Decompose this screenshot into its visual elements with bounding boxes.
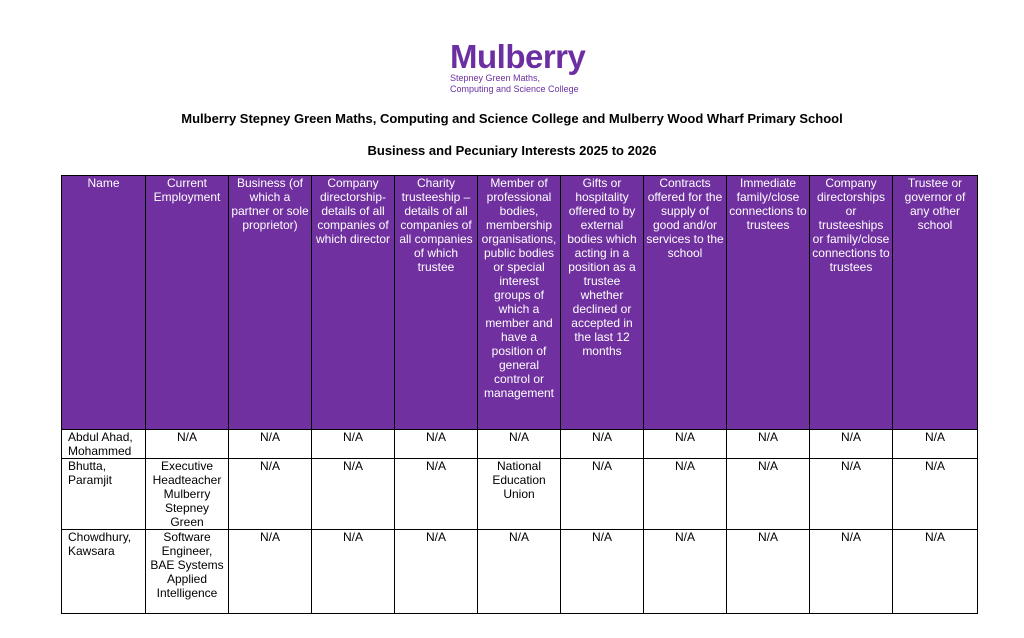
header-gifts-hospitality: Gifts or hospitality offered to by external bodies which acting in a position as a trustee whether declined or accepted in the last 12 months (561, 176, 644, 430)
table-cell: N/A (395, 530, 478, 614)
header-company-directorship: Company directorship- details of all companies of which director (312, 176, 395, 430)
table-cell: N/A (644, 530, 727, 614)
table-cell: N/A (561, 430, 644, 459)
cell-name: Bhutta, Paramjit (62, 459, 146, 530)
table-cell: N/A (727, 530, 810, 614)
header-member-of-bodies: Member of professional bodies, membership organisations, public bodies or special interest groups of which a member and have a position of general control or management (478, 176, 561, 430)
table-cell: N/A (810, 430, 893, 459)
table-cell: N/A (810, 530, 893, 614)
cell-name: Abdul Ahad, Mohammed (62, 430, 146, 459)
table-cell: Software Engineer, BAE Systems Applied Intelligence (146, 530, 229, 614)
logo-subtitle-line1: Stepney Green Maths, (450, 73, 541, 83)
header-name: Name (62, 176, 146, 430)
table-cell: N/A (312, 430, 395, 459)
header-current-employment: Current Employment (146, 176, 229, 430)
interests-table (61, 175, 978, 614)
table-row (62, 430, 978, 459)
table-row (62, 459, 978, 530)
cell-name: Chowdhury, Kawsara (62, 530, 146, 614)
table-cell: N/A (727, 459, 810, 530)
table-header-row (62, 176, 978, 430)
table-cell: N/A (893, 530, 978, 614)
table-cell: N/A (395, 430, 478, 459)
table-cell: N/A (561, 459, 644, 530)
header-contracts: Contracts offered for the supply of good and/or services to the school (644, 176, 727, 430)
school-logo (450, 38, 586, 95)
table-cell: N/A (893, 430, 978, 459)
table-cell: N/A (810, 459, 893, 530)
table-cell: N/A (644, 430, 727, 459)
table-cell: N/A (146, 430, 229, 459)
table-cell: N/A (312, 530, 395, 614)
table-cell: N/A (229, 430, 312, 459)
table-cell: N/A (478, 430, 561, 459)
table-row (62, 530, 978, 614)
table-cell: N/A (312, 459, 395, 530)
table-cell: N/A (478, 530, 561, 614)
table-cell: N/A (229, 530, 312, 614)
table-cell: N/A (229, 459, 312, 530)
header-other-school: Trustee or governor of any other school (893, 176, 978, 430)
table-cell: N/A (644, 459, 727, 530)
table-cell: N/A (727, 430, 810, 459)
table-cell: National Education Union (478, 459, 561, 530)
document-subtitle: Business and Pecuniary Interests 2025 to 2026 (367, 143, 657, 158)
table-cell: N/A (561, 530, 644, 614)
header-business: Business (of which a partner or sole proprietor) (229, 176, 312, 430)
table-cell: N/A (395, 459, 478, 530)
logo-wordmark: Mulberry (450, 38, 586, 75)
logo-subtitle-line2: Computing and Science College (450, 84, 579, 94)
header-charity-trusteeship: Charity trusteeship – details of all companies of all companies of which trustee (395, 176, 478, 430)
table-cell: N/A (893, 459, 978, 530)
document-title: Mulberry Stepney Green Maths, Computing and Science College and Mulberry Wood Wharf Primary School (181, 111, 843, 126)
header-family-connections: Immediate family/close connections to trustees (727, 176, 810, 430)
table-cell: Executive Headteacher Mulberry Stepney Green (146, 459, 229, 530)
header-company-family-connections: Company directorships or trusteeships or family/close connections to trustees (810, 176, 893, 430)
